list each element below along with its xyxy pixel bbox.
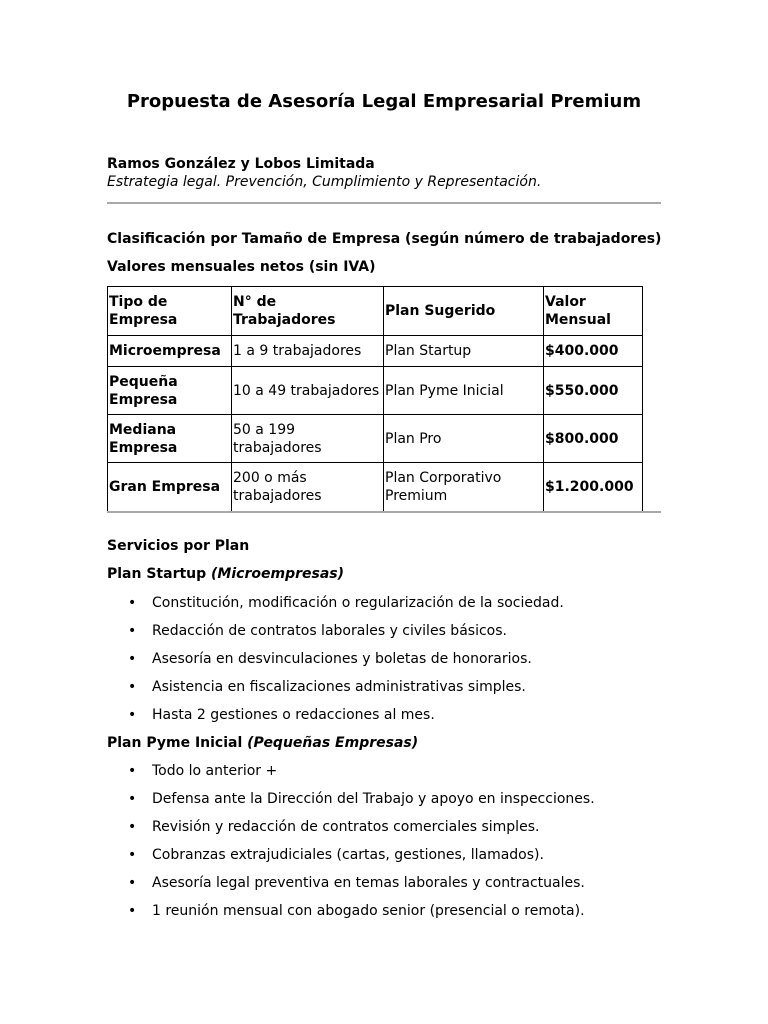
header-plan: Plan Sugerido <box>384 287 544 336</box>
plan-qualifier: (Microempresas) <box>211 566 344 582</box>
plan-startup-heading <box>107 565 344 583</box>
company-name: Ramos González y Lobos Limitada <box>107 156 375 172</box>
classification-heading: Clasificación por Tamaño de Empresa (según número de trabajadores) <box>107 231 662 247</box>
cell-price: $400.000 <box>544 336 643 367</box>
table-row <box>108 367 643 415</box>
classification-subheading: Valores mensuales netos (sin IVA) <box>107 259 376 275</box>
cell-price: $800.000 <box>544 415 643 463</box>
plan-name: Plan Startup <box>107 566 207 582</box>
cell-company-type: Mediana Empresa <box>108 415 232 463</box>
list-item: • Cobranzas extrajudiciales (cartas, gestiones, llamados). <box>107 846 661 874</box>
cell-price: $550.000 <box>544 367 643 415</box>
header-company-type: Tipo de Empresa <box>108 287 232 336</box>
cell-workers: 200 o más trabajadores <box>232 463 384 512</box>
company-tagline: Estrategia legal. Prevención, Cumplimiento y Representación. <box>107 174 542 190</box>
list-item: • Asistencia en fiscalizaciones administrativas simples. <box>107 678 661 706</box>
list-item: • Asesoría en desvinculaciones y boletas de honorarios. <box>107 650 661 678</box>
list-item: • Defensa ante la Dirección del Trabajo y apoyo en inspecciones. <box>107 790 661 818</box>
divider <box>107 202 661 204</box>
list-item: • Constitución, modificación o regularización de la sociedad. <box>107 594 661 622</box>
table-row <box>108 463 643 512</box>
services-heading: Servicios por Plan <box>107 538 250 554</box>
plan-qualifier: (Pequeñas Empresas) <box>247 735 419 751</box>
divider <box>107 511 661 513</box>
plan-pyme-services <box>107 762 661 930</box>
table-row <box>108 336 643 367</box>
cell-workers: 1 a 9 trabajadores <box>232 336 384 367</box>
list-item: • 1 reunión mensual con abogado senior (presencial o remota). <box>107 902 661 930</box>
cell-plan: Plan Pyme Inicial <box>384 367 544 415</box>
cell-workers: 10 a 49 trabajadores <box>232 367 384 415</box>
list-item: • Asesoría legal preventiva en temas laborales y contractuales. <box>107 874 661 902</box>
cell-workers: 50 a 199 trabajadores <box>232 415 384 463</box>
header-monthly-value: Valor Mensual <box>544 287 643 336</box>
plan-pyme-heading <box>107 734 418 752</box>
table-row <box>108 415 643 463</box>
cell-plan: Plan Corporativo Premium <box>384 463 544 512</box>
header-workers: N° de Trabajadores <box>232 287 384 336</box>
plan-startup-services <box>107 594 661 734</box>
list-item: • Todo lo anterior + <box>107 762 661 790</box>
pricing-table <box>107 286 643 512</box>
cell-plan: Plan Startup <box>384 336 544 367</box>
cell-company-type: Microempresa <box>108 336 232 367</box>
cell-plan: Plan Pro <box>384 415 544 463</box>
cell-price: $1.200.000 <box>544 463 643 512</box>
list-item: • Hasta 2 gestiones o redacciones al mes. <box>107 706 661 734</box>
table-header-row <box>108 287 643 336</box>
page-title: Propuesta de Asesoría Legal Empresarial Premium <box>126 91 642 112</box>
list-item: • Revisión y redacción de contratos comerciales simples. <box>107 818 661 846</box>
cell-company-type: Pequeña Empresa <box>108 367 232 415</box>
cell-company-type: Gran Empresa <box>108 463 232 512</box>
list-item: • Redacción de contratos laborales y civiles básicos. <box>107 622 661 650</box>
plan-name: Plan Pyme Inicial <box>107 735 243 751</box>
